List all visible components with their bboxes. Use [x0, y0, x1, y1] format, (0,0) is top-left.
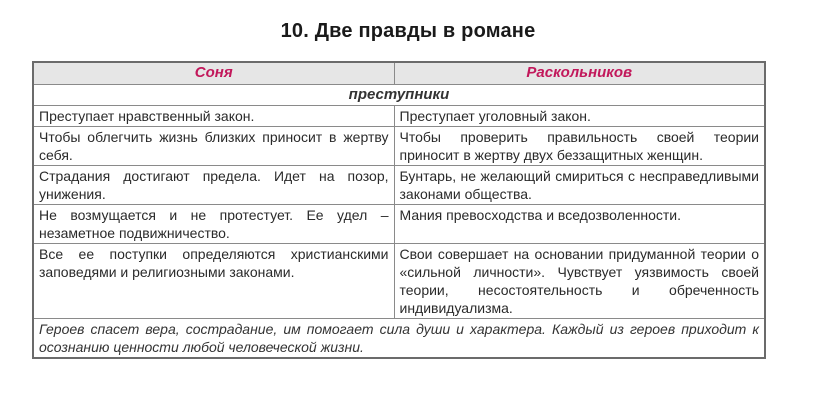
section-label: преступники [33, 85, 765, 106]
cell-sonya: Страдания достигают предела. Идет на позор, унижения. [33, 166, 394, 205]
page-title: 10. Две правды в романе [280, 20, 536, 42]
cell-raskolnikov: Мания превосходства и вседозволенности. [394, 205, 765, 244]
table-row [33, 127, 765, 166]
table-row [33, 244, 765, 319]
header-row [33, 62, 765, 85]
table-footer: Героев спасет вера, сострадание, им помогает сила души и характера. Каждый из героев приходит к осознанию ценности любой человеческой жизни. [33, 319, 765, 359]
cell-sonya: Чтобы облегчить жизнь близких приносит в жертву себя. [33, 127, 394, 166]
cell-raskolnikov: Свои совершает на основании придуманной теории о «сильной личности». Чувствует уязвимость своей теории, несостоятельность и обреченность индивидуализма. [394, 244, 765, 319]
cell-sonya: Все ее поступки определяются христианскими заповедями и религиозными законами. [33, 244, 394, 319]
section-row [33, 85, 765, 106]
table-row [33, 205, 765, 244]
cell-sonya: Преступает нравственный закон. [33, 106, 394, 127]
column-header-sonya: Соня [33, 62, 394, 85]
cell-raskolnikov: Преступает уголовный закон. [394, 106, 765, 127]
comparison-table [32, 61, 766, 359]
cell-raskolnikov: Бунтарь, не желающий смириться с несправедливыми законами общества. [394, 166, 765, 205]
column-header-raskolnikov: Раскольников [394, 62, 765, 85]
footer-row [33, 319, 765, 359]
cell-sonya: Не возмущается и не протестует. Ее удел – незаметное подвижничество. [33, 205, 394, 244]
table-row [33, 106, 765, 127]
cell-raskolnikov: Чтобы проверить правильность своей теории приносит в жертву двух беззащитных женщин. [394, 127, 765, 166]
table-row [33, 166, 765, 205]
